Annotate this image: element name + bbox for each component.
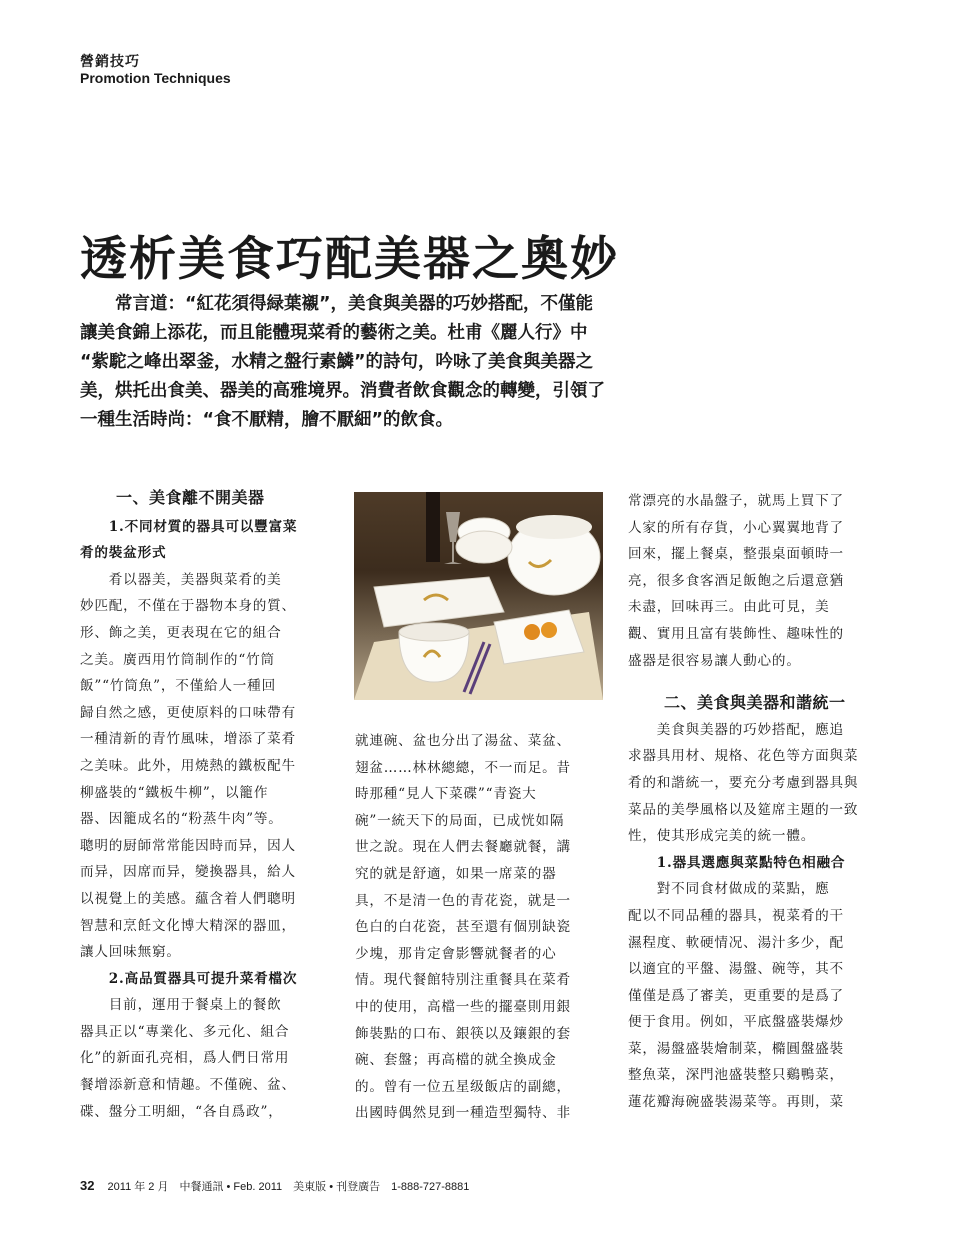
text-line: 化”的新面孔亮相，爲人們日常用 — [80, 1050, 290, 1067]
bottle-shape — [426, 492, 440, 562]
subheading: 肴的裝盆形式 — [80, 545, 167, 562]
text-line: 就連碗、盆也分出了湯盆、菜盆、 — [355, 733, 571, 749]
text-line: 中的使用，高檔一些的擺臺則用銀 — [355, 998, 571, 1015]
section-heading: 一、美食離不開美器 — [116, 488, 265, 507]
section-heading: 二、美食與美器和諧統一 — [664, 693, 846, 713]
subheading: 2.高品質器具可提升菜肴檔次 — [80, 970, 298, 987]
text-line: 以適宜的平盤、湯盤、碗等，其不 — [628, 961, 844, 978]
text-line: 出國時偶然見到一種造型獨特、非 — [355, 1105, 571, 1122]
text-line: 配以不同品種的器具，視菜肴的干 — [628, 907, 844, 924]
text-line: 時那種“見人下菜碟”“青瓷大 — [355, 786, 537, 803]
text-line: 便于食用。例如，平底盤盛裝爆炒 — [628, 1014, 844, 1031]
text-line: 未盡，回味再三。由此可見，美 — [628, 599, 830, 616]
text-line: 歸自然之感，更使原料的口味帶有 — [80, 704, 296, 721]
text-line: 之美。廣西用竹筒制作的“竹筒 — [80, 651, 275, 668]
text-line: 讓人回味無窮。 — [80, 944, 181, 961]
text-line: 觀、實用且富有裝飾性、趣味性的 — [628, 625, 844, 642]
text-line: 僅僅是爲了審美，更重要的是爲了 — [628, 987, 844, 1004]
text-line: 色白的白花瓷，甚至還有個別缺瓷 — [355, 919, 571, 936]
text-line: 妙匹配，不僅在于器物本身的質、 — [80, 598, 296, 615]
text-line: 情。現代餐館特別注重餐具在菜肴 — [355, 972, 571, 989]
tureen-lid-shape — [516, 515, 592, 539]
text-line: 回來，擺上餐桌，整張桌面頓時一 — [628, 546, 844, 563]
text-line: 翅盆……林林總總，不一而足。昔 — [355, 759, 571, 776]
text-line: 碟、盤分工明細，“各自爲政”， — [80, 1103, 283, 1120]
spacer — [628, 674, 878, 690]
text-line: 少塊，那肯定會影響就餐者的心 — [355, 945, 557, 962]
text-line: 蓮花瓣海碗盛裝湯菜等。再則，菜 — [628, 1094, 844, 1111]
footer-text: 2011 年 2 月 中餐通訊 • Feb. 2011 美東版 • 刊登廣告 1-888-727-8881 — [107, 1181, 470, 1193]
text-line: 盛器是很容易讓人動心的。 — [628, 652, 801, 669]
section-label: 營銷技巧 — [80, 54, 140, 70]
text-line: 求器具用材、規格、花色等方面與菜 — [628, 748, 859, 765]
subheading: 1.器具選應與菜點特色相融合 — [628, 854, 846, 871]
article-title: 透析美食巧配美器之奧妙 — [80, 232, 619, 287]
text-line: 而异，因席而异，變換器具，給人 — [80, 864, 296, 881]
text-line: 餐增添新意和情趣。不僅碗、盆、 — [80, 1077, 296, 1094]
lead-line: 讓美食錦上添花，而且能體現菜肴的藝術之美。杜甫《麗人行》中 — [80, 323, 588, 343]
text-line: 亮，很多食客酒足飯飽之后還意猶 — [628, 572, 844, 589]
page-footer — [80, 1178, 469, 1194]
text-line: 肴以器美，美器與菜肴的美 — [80, 571, 282, 588]
text-line: 飾裝點的口布、銀筷以及鑲銀的套 — [355, 1025, 571, 1042]
lead-line: 常言道：“紅花須得緑葉襯”，美食與美器的巧妙搭配，不僅能 — [80, 294, 594, 314]
text-line: 肴的和諧統一，要充分考慮到器具與 — [628, 774, 859, 791]
text-line: 究的就是舒適，如果一席菜的器 — [355, 865, 557, 882]
wine-glass-shape — [444, 512, 462, 564]
bowl-shape — [456, 531, 512, 563]
text-line: 的。曾有一位五星级飯店的副總， — [355, 1078, 571, 1095]
text-line: 世之說。現在人們去餐廳就餐，講 — [355, 839, 571, 856]
text-line: 器具正以“專業化、多元化、組合 — [80, 1023, 290, 1040]
text-line: 常漂亮的水晶盤子，就馬上買下了 — [628, 493, 844, 509]
front-bowl-rim-shape — [399, 623, 469, 641]
lead-paragraph — [80, 290, 702, 435]
text-line: 飯”“竹筒魚”，不僅給人一種回 — [80, 678, 276, 695]
text-line: 以視覺上的美感。蘊含着人們聰明 — [80, 890, 296, 907]
text-line: 具，不是清一色的青花瓷，就是一 — [355, 892, 571, 909]
text-line: 菜，湯盤盛裝燴制菜，橢圓盤盛裝 — [628, 1040, 844, 1057]
text-line: 碗”一統天下的局面，已成恍如隔 — [355, 812, 565, 829]
text-line: 一種清新的青竹風味，增添了菜肴 — [80, 731, 296, 748]
text-line: 美食與美器的巧妙搭配，應追 — [628, 721, 844, 738]
text-line: 目前，運用于餐桌上的餐飲 — [80, 997, 282, 1014]
text-line: 聰明的厨師常常能因時而异，因人 — [80, 837, 296, 854]
text-line: 碗、套盤；再高檔的就全換成金 — [355, 1052, 557, 1069]
text-line: 人家的所有存貨，小心翼翼地背了 — [628, 519, 844, 536]
subheading: 1.不同材質的器具可以豐富菜 — [80, 518, 298, 535]
text-line: 器、因籠成名的“粉蒸牛肉”等。 — [80, 811, 283, 828]
section-label-en: Promotion Techniques — [80, 70, 231, 86]
tableware-photo — [354, 492, 603, 700]
text-line: 對不同食材做成的菜點，應 — [628, 881, 830, 898]
tableware-photo-illustration — [354, 492, 603, 700]
orange-fruit-shape — [541, 622, 557, 638]
column-3 — [628, 488, 878, 1116]
column-2 — [355, 728, 605, 1127]
column-1 — [80, 485, 330, 1125]
text-line: 智慧和烹飪文化博大精深的器皿， — [80, 917, 296, 934]
text-line: 形、飾之美，更表現在它的組合 — [80, 624, 282, 641]
page-number: 32 — [80, 1178, 95, 1193]
lead-line: 美，烘托出食美、器美的高雅境界。消費者飲食觀念的轉變，引領了 — [80, 381, 605, 401]
lead-line: 一種生活時尚：“食不厭精，膾不厭細”的飲食。 — [80, 410, 454, 430]
text-line: 整魚菜，深門池盛裝整只鷄鴨菜， — [628, 1067, 844, 1084]
text-line: 柳盛裝的“鐵板牛柳”，以籠作 — [80, 784, 269, 801]
lead-line: “紫駝之峰出翠釜，水精之盤行素鱗”的詩句，吟咏了美食與美器之 — [80, 352, 594, 372]
text-line: 性，使其形成完美的統一體。 — [628, 828, 816, 845]
text-line: 濕程度、軟硬情况、湯汁多少，配 — [628, 934, 844, 951]
text-line: 之美味。此外，用燒熱的鐵板配牛 — [80, 757, 296, 774]
rect-plate-shape — [374, 577, 504, 627]
text-line: 菜品的美學風格以及筵席主題的一致 — [628, 801, 859, 818]
orange-fruit-shape — [524, 624, 540, 640]
